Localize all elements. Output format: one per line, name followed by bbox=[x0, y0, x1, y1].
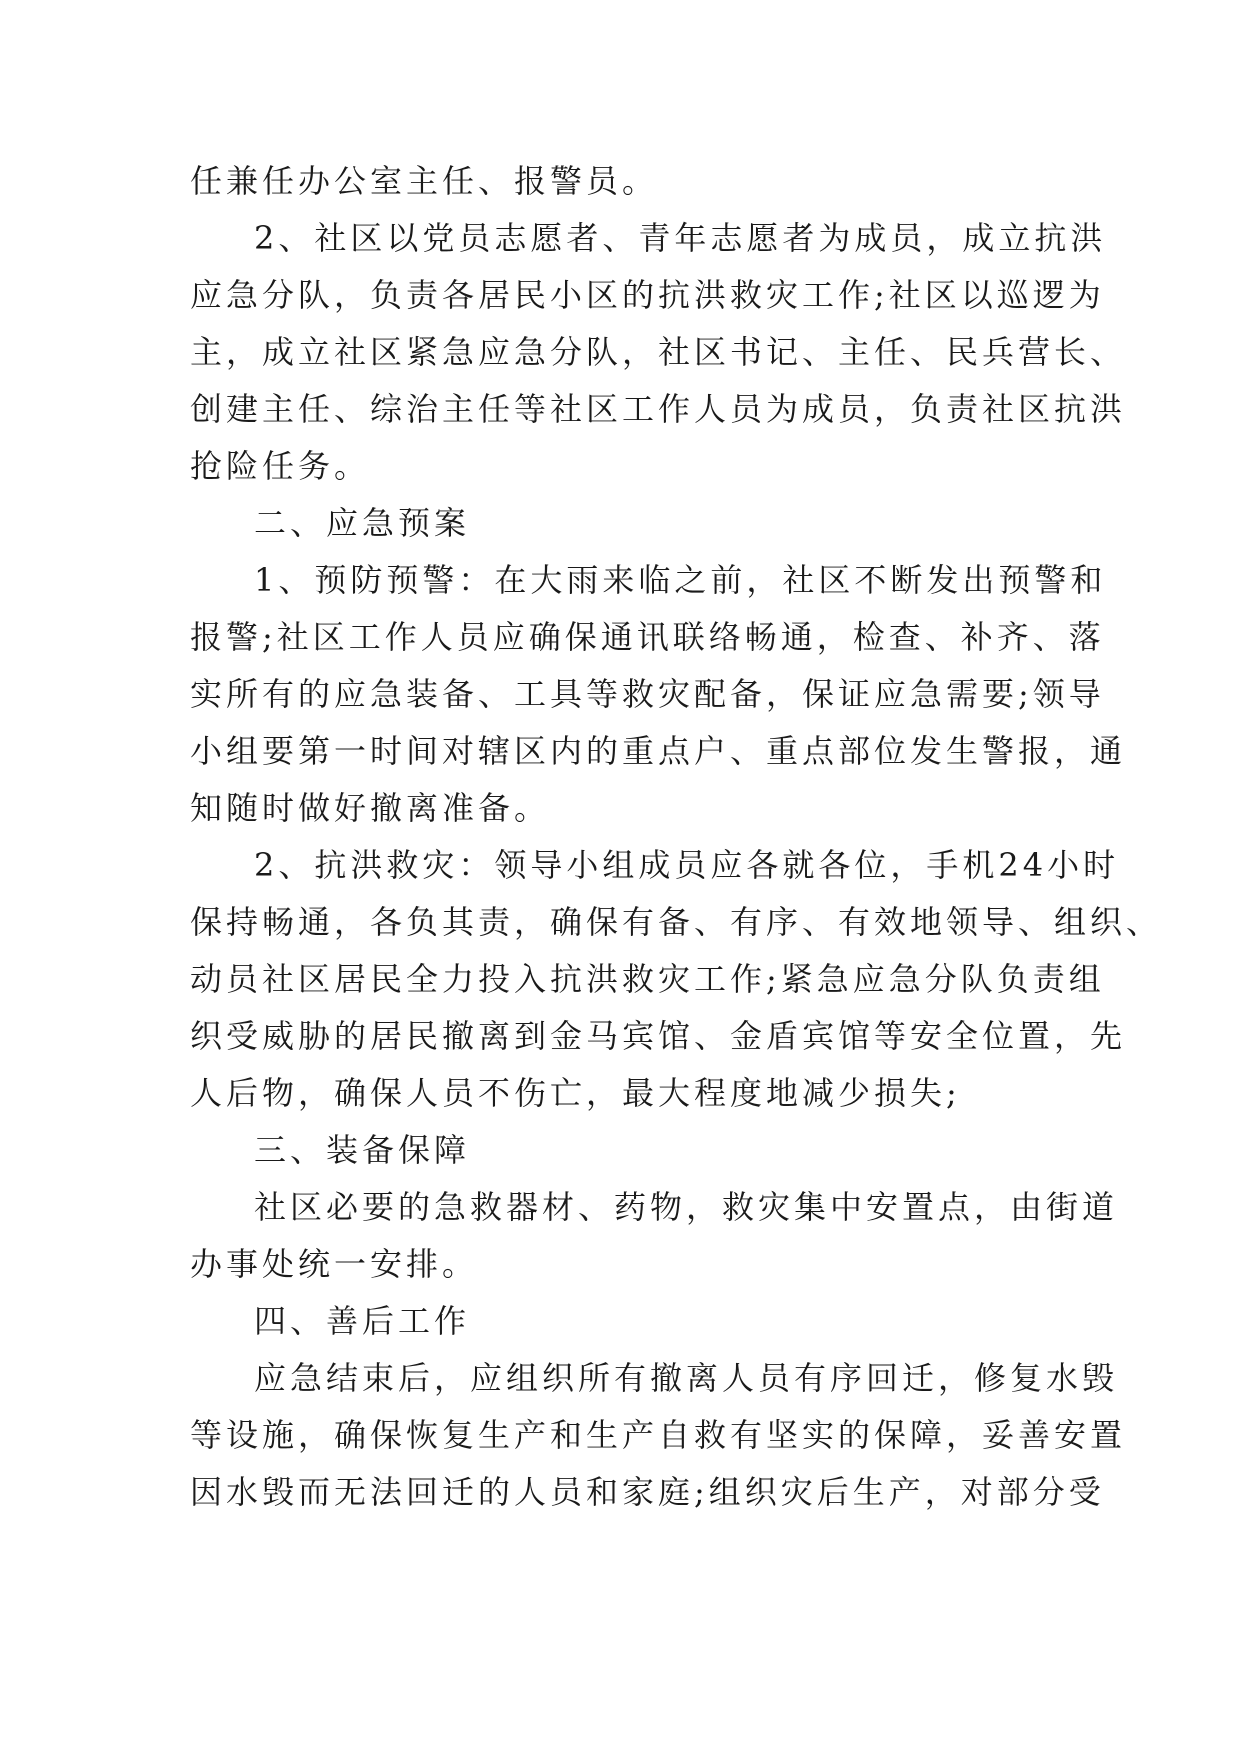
paragraph-start: 1、预防预警：在大雨来临之前，社区不断发出预警和 bbox=[254, 561, 1107, 599]
text-line: 知随时做好撤离准备。 bbox=[190, 789, 551, 827]
text-line: 创建主任、综治主任等社区工作人员为成员，负责社区抗洪 bbox=[190, 390, 1127, 428]
paragraph-start: 2、抗洪救灾：领导小组成员应各就各位，手机24小时 bbox=[254, 846, 1120, 884]
text-line: 动员社区居民全力投入抗洪救灾工作;紧急应急分队负责组 bbox=[190, 960, 1105, 998]
section-heading: 四、善后工作 bbox=[254, 1302, 471, 1340]
text-line: 实所有的应急装备、工具等救灾配备，保证应急需要;领导 bbox=[190, 675, 1105, 713]
text-line: 人后物，确保人员不伤亡，最大程度地减少损失; bbox=[190, 1074, 961, 1112]
section-heading: 三、装备保障 bbox=[254, 1131, 471, 1169]
text-line: 应急分队，负责各居民小区的抗洪救灾工作;社区以巡逻为 bbox=[190, 276, 1105, 314]
text-line: 织受威胁的居民撤离到金马宾馆、金盾宾馆等安全位置，先 bbox=[190, 1017, 1127, 1055]
text-line: 因水毁而无法回迁的人员和家庭;组织灾后生产，对部分受 bbox=[190, 1473, 1105, 1511]
text-line: 报警;社区工作人员应确保通讯联络畅通，检查、补齐、落 bbox=[190, 618, 1105, 656]
text-line: 任兼任办公室主任、报警员。 bbox=[190, 162, 659, 200]
text-line: 办事处统一安排。 bbox=[190, 1245, 479, 1283]
paragraph-start: 社区必要的急救器材、药物，救灾集中安置点，由街道 bbox=[254, 1188, 1119, 1226]
paragraph-start: 应急结束后，应组织所有撤离人员有序回迁，修复水毁 bbox=[254, 1359, 1119, 1397]
section-heading: 二、应急预案 bbox=[254, 504, 471, 542]
text-line: 抢险任务。 bbox=[190, 447, 371, 485]
text-line: 主，成立社区紧急应急分队，社区书记、主任、民兵营长、 bbox=[190, 333, 1127, 371]
text-line: 小组要第一时间对辖区内的重点户、重点部位发生警报，通 bbox=[190, 732, 1127, 770]
text-line: 保持畅通，各负其责，确保有备、有序、有效地领导、组织、 bbox=[190, 903, 1163, 941]
paragraph-start: 2、社区以党员志愿者、青年志愿者为成员，成立抗洪 bbox=[254, 219, 1107, 257]
text-line: 等设施，确保恢复生产和生产自救有坚实的保障，妥善安置 bbox=[190, 1416, 1127, 1454]
